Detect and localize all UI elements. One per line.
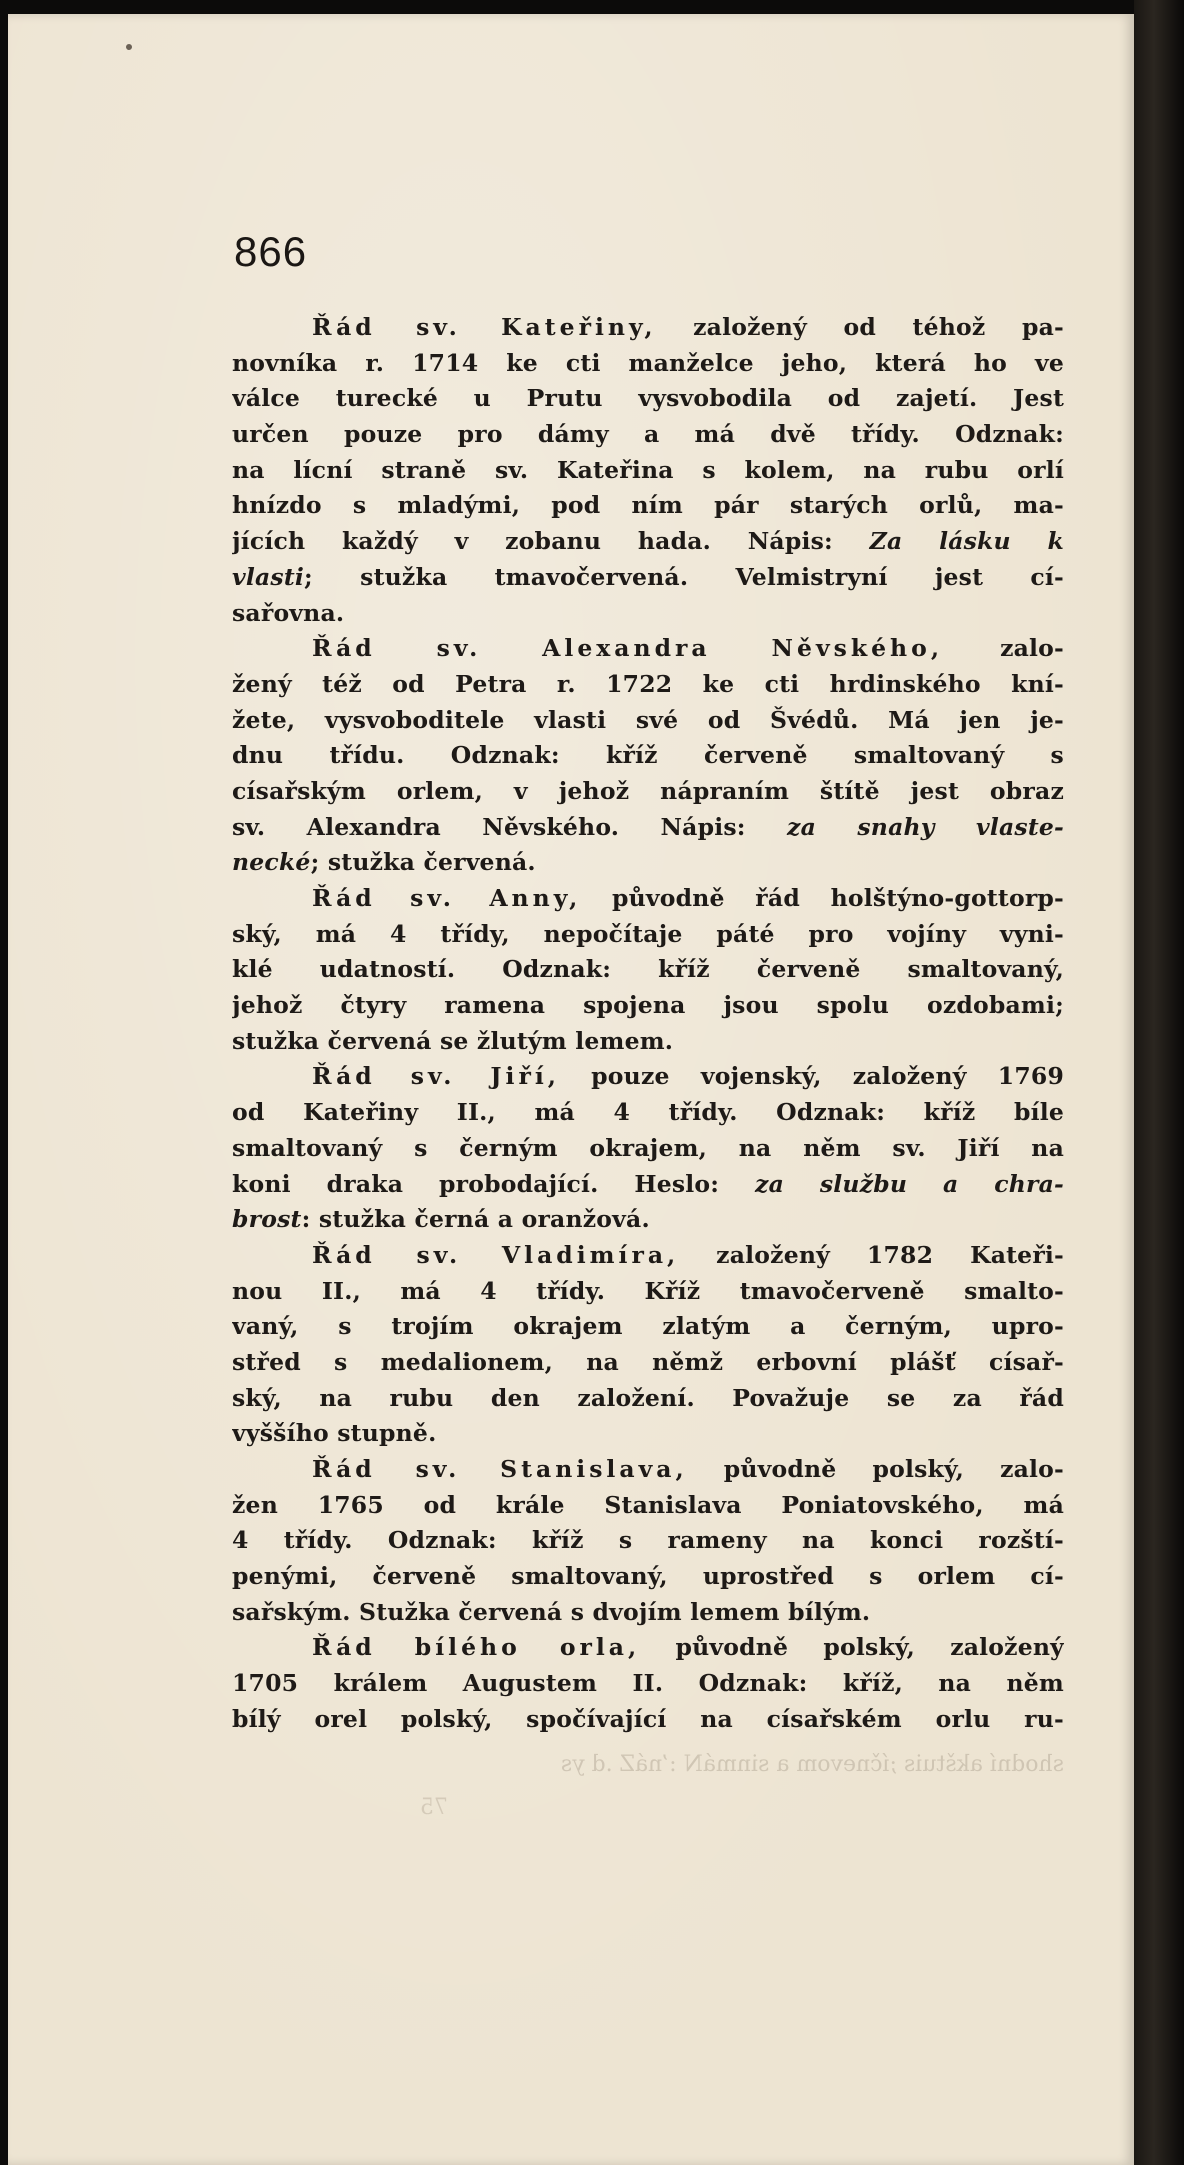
body-text (232, 310, 1064, 1738)
text-segment: původně polský, založený (640, 1633, 1064, 1662)
text-segment: ský, na rubu den založení. Považuje se za řád (232, 1383, 1064, 1412)
text-line (232, 1452, 1064, 1488)
text-segment: založený od téhož pa- (656, 313, 1064, 341)
order-name: Řád sv. (312, 1240, 502, 1269)
text-segment: ; stužka tmavočervená. Velmistryní jest cí- (304, 562, 1064, 591)
text-line (232, 1131, 1064, 1167)
text-line (232, 881, 1064, 917)
text-line (232, 453, 1064, 489)
text-line (232, 1345, 1064, 1381)
text-segment: koni draka probodající. Heslo: (232, 1169, 756, 1198)
text-line (232, 1559, 1064, 1595)
order-name: Alexandra Něvského, (542, 634, 944, 663)
text-segment: klé udatností. Odznak: kříž červeně smaltovaný, (232, 955, 1064, 984)
text-line (232, 738, 1064, 774)
text-line (232, 1202, 1064, 1238)
text-line (232, 1702, 1064, 1738)
text-segment: císařským orlem, v jehož nápraním štítě jest obraz (232, 776, 1064, 805)
text-line (232, 810, 1064, 846)
text-segment: střed s medalionem, na němž erbovní plášť císař- (232, 1347, 1064, 1376)
text-line (232, 774, 1064, 810)
page-number: 866 (234, 228, 308, 275)
text-segment: hnízdo s mladými, pod ním pár starých orlů, ma- (232, 491, 1064, 520)
order-name: Jiří, (490, 1062, 560, 1091)
text-line (232, 1167, 1064, 1203)
text-line (232, 381, 1064, 417)
text-line (232, 560, 1064, 596)
order-name: Kateřiny, (501, 313, 657, 341)
text-line (232, 1666, 1064, 1702)
text-line (232, 488, 1064, 524)
text-segment: vaný, s trojím okrajem zlatým a černým, upro- (232, 1312, 1064, 1341)
order-name: Vladimíra, (501, 1240, 680, 1269)
order-name: Řád (312, 1633, 415, 1662)
order-name: Řád sv. (312, 313, 502, 341)
text-segment: původně polský, zalo- (687, 1455, 1064, 1483)
text-line (232, 1238, 1064, 1274)
text-segment: založený 1782 Kateři- (679, 1240, 1064, 1269)
text-line (232, 952, 1064, 988)
text-segment: nou II., má 4 třídy. Kříž tmavočerveně smalto- (232, 1276, 1064, 1305)
text-segment: žete, vysvoboditele vlasti své od Švédů. Má jen je- (232, 705, 1064, 734)
text-segment: smaltovaný s černým okrajem, na něm sv. Jiří na (232, 1133, 1064, 1162)
text-segment: sařovna. (232, 598, 345, 627)
text-segment: od Kateřiny II., má 4 třídy. Odznak: kříž bíle (232, 1098, 1064, 1127)
text-segment: 4 třídy. Odznak: kříž s rameny na konci rozští- (232, 1526, 1064, 1555)
text-segment: ský, má 4 třídy, nepočítaje páté pro vojíny vyni- (232, 919, 1064, 948)
order-name: Řád sv. (312, 884, 490, 912)
text-segment: původně řád holštýno-gottorp- (581, 884, 1064, 912)
book-spine (1134, 0, 1184, 2165)
italic-text: brost (232, 1205, 302, 1234)
text-line (232, 417, 1064, 453)
italic-text: za snahy vlaste- (787, 812, 1064, 841)
page-speck (126, 44, 132, 50)
text-segment: penými, červeně smaltovaný, uprostřed s orlem cí- (232, 1562, 1064, 1591)
italic-text: za službu a chra- (755, 1169, 1064, 1198)
text-segment: žen 1765 od krále Stanislava Poniatovského, má (232, 1490, 1064, 1519)
text-segment: zalo- (943, 634, 1064, 663)
text-segment: 1705 králem Augustem II. Odznak: kříž, na něm (232, 1669, 1064, 1698)
text-segment: bílý orel polský, spočívající na císařském orlu ru- (232, 1704, 1064, 1733)
text-segment: na lícní straně sv. Kateřina s kolem, na rubu orlí (232, 455, 1064, 484)
order-name: bílého orla, (414, 1633, 641, 1662)
italic-text: vlasti (232, 562, 305, 591)
italic-text: Za lásku k (869, 527, 1064, 556)
order-name: Stanislava, (500, 1455, 688, 1483)
text-line (232, 917, 1064, 953)
text-segment: určen pouze pro dámy a má dvě třídy. Odznak: (232, 420, 1064, 449)
text-line (232, 1381, 1064, 1417)
text-segment: dnu třídu. Odznak: kříž červeně smaltovaný s (232, 741, 1064, 770)
text-line (232, 1595, 1064, 1631)
text-line (232, 631, 1064, 667)
text-line (232, 703, 1064, 739)
text-line (232, 845, 1064, 881)
text-line (232, 1024, 1064, 1060)
text-line (232, 1059, 1064, 1095)
text-line (232, 1309, 1064, 1345)
text-segment: pouze vojenský, založený 1769 (559, 1062, 1064, 1091)
text-segment: sařským. Stužka červená s dvojím lemem bílým. (232, 1597, 871, 1626)
text-line (232, 524, 1064, 560)
order-name: Anny, (489, 884, 582, 912)
text-line (232, 310, 1064, 346)
text-line (232, 346, 1064, 382)
text-line (232, 667, 1064, 703)
text-segment: jehož čtyry ramena spojena jsou spolu ozdobami; (232, 991, 1064, 1020)
text-line (232, 1488, 1064, 1524)
text-segment: : stužka černá a oranžová. (301, 1205, 650, 1234)
text-line (232, 596, 1064, 632)
text-segment: žený též od Petra r. 1722 ke cti hrdinského kní- (232, 669, 1064, 698)
bleed-through-number: 75 (420, 1795, 448, 1820)
order-name: Řád sv. (312, 634, 543, 663)
text-line (232, 1630, 1064, 1666)
text-segment: válce turecké u Prutu vysvobodila od zajetí. Jest (232, 384, 1064, 413)
text-segment: sv. Alexandra Něvského. Nápis: (232, 812, 788, 841)
text-segment: vyššího stupně. (232, 1419, 437, 1448)
text-segment: novníka r. 1714 ke cti manželce jeho, která ho ve (232, 348, 1064, 377)
text-segment: jících každý v zobanu hada. Nápis: (232, 527, 870, 556)
text-line (232, 1274, 1064, 1310)
bleed-through-text: shodní akštuis ;íčnevom a sinmáN :ʼnáZ .d ys (560, 1752, 1064, 1777)
italic-text: necké (232, 848, 311, 877)
text-segment: ; stužka červená. (310, 848, 536, 877)
text-line (232, 1523, 1064, 1559)
text-segment: stužka červená se žlutým lemem. (232, 1026, 674, 1055)
text-line (232, 1095, 1064, 1131)
text-line (232, 1416, 1064, 1452)
text-line (232, 988, 1064, 1024)
order-name: Řád sv. (312, 1455, 501, 1483)
order-name: Řád sv. (312, 1062, 491, 1091)
